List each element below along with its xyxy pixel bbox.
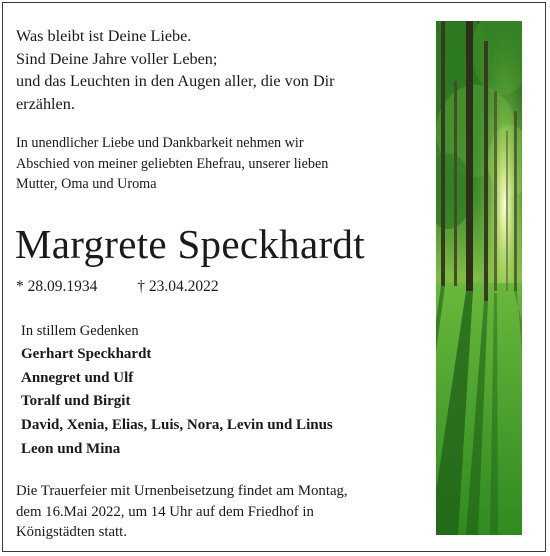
poem-line: erzählen. [16, 94, 75, 113]
poem-line: Sind Deine Jahre voller Leben; [16, 49, 218, 68]
mourner-name: Toralf und Birgit [21, 393, 131, 410]
intro-line: Abschied von meiner geliebten Ehefrau, unserer lieben [16, 155, 329, 172]
birth-date: * 28.09.1934 [16, 278, 98, 295]
mourner-name: Annegret und Ulf [21, 369, 134, 386]
death-date: † 23.04.2022 [137, 278, 219, 295]
poem-line: Was bleibt ist Deine Liebe. [16, 27, 192, 45]
deceased-name: Margrete Speckhardt [15, 221, 365, 267]
poem-line: und das Leuchten in den Augen aller, die von Dir [16, 72, 335, 90]
mourners-list [21, 343, 333, 462]
forest-sunlight-photo-icon [436, 21, 522, 535]
intro-line: Mutter, Oma und Uroma [16, 176, 157, 192]
intro-text [16, 133, 426, 195]
mourner-name: Gerhart Speckhardt [21, 346, 152, 362]
service-line: dem 16.Mai 2022, um 14 Uhr auf dem Friedhof in [16, 503, 314, 520]
poem-block [16, 25, 426, 115]
service-line: Königstädten statt. [16, 524, 127, 540]
service-line: Die Trauerfeier mit Urnenbeisetzung findet am Montag, [16, 483, 348, 499]
intro-line: In unendlicher Liebe und Dankbarkeit nehmen wir [16, 135, 304, 151]
mourner-name: David, Xenia, Elias, Luis, Nora, Levin und Linus [21, 417, 333, 434]
life-dates [16, 276, 219, 298]
service-info [16, 481, 426, 543]
mourner-name: Leon und Mina [21, 440, 121, 457]
mourning-label: In stillem Gedenken [21, 323, 139, 339]
